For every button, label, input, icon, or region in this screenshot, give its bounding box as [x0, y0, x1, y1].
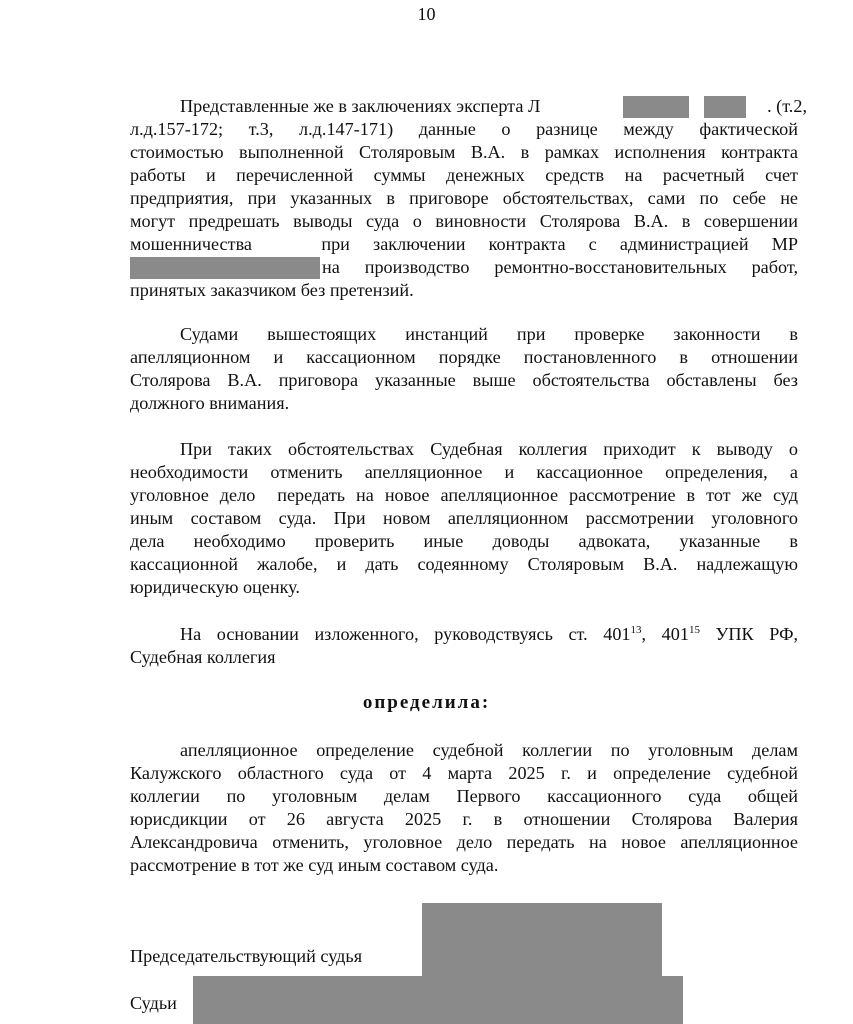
text-line: юрисдикции от 26 августа 2025 г. в отношении Столярова Валерия: [130, 809, 798, 829]
text-line: мошенничества при заключении контракта с администрацией МР: [130, 234, 798, 254]
text-line: рассмотрение в тот же суд иным составом суда.: [130, 855, 499, 875]
article-superscript: 13: [630, 624, 642, 636]
judges-label: Судьи: [130, 993, 177, 1013]
text-line: уголовное дело передать на новое апелляционное рассмотрение в тот же суд: [130, 485, 798, 505]
redaction-box: [623, 96, 689, 118]
text-line: Судами вышестоящих инстанций при проверке законности в: [180, 324, 798, 344]
text-line: апелляционном и кассационном порядке постановленного в отношении: [130, 347, 798, 367]
redaction-box: [422, 903, 662, 978]
text-line: л.д.157-172; т.3, л.д.147-171) данные о разнице между фактической: [130, 119, 798, 139]
text-line: Судебная коллегия: [130, 647, 276, 667]
text-line: принятых заказчиком без претензий.: [130, 280, 414, 300]
text-line: юридическую оценку.: [130, 577, 300, 597]
text-line: должного внимания.: [130, 393, 290, 413]
text-line: необходимости отменить апелляционное и кассационное определения, а: [130, 462, 798, 482]
text-line: Калужского областного суда от 4 марта 2025 г. и определение судебной: [130, 763, 798, 783]
text-line: При таких обстоятельствах Судебная коллегия приходит к выводу о: [180, 439, 798, 459]
text-line: могут предрешать выводы суда о виновности Столярова В.А. в совершении: [130, 211, 798, 231]
redaction-box: [193, 976, 683, 1024]
page-number: 10: [417, 4, 436, 24]
article-superscript: 15: [688, 624, 700, 636]
text-line: на производство ремонтно-восстановительных работ,: [322, 257, 798, 277]
text-line: . (т.2,: [767, 96, 807, 116]
text-line: работы и перечисленной суммы денежных средств на расчетный счет: [130, 165, 798, 185]
text-fragment: УПК РФ,: [699, 624, 798, 644]
text-line: Столярова В.А. приговора указанные выше обстоятельства обставлены без: [130, 370, 798, 390]
decision-heading: определила:: [362, 692, 491, 713]
text-line: предприятия, при указанных в приговоре обстоятельствах, сами по себе не: [130, 188, 798, 208]
text-fragment: , 401: [641, 624, 689, 644]
text-line: [180, 623, 798, 646]
redaction-box: [704, 96, 746, 118]
text-line: апелляционное определение судебной коллегии по уголовным делам: [180, 740, 798, 760]
text-line: дела необходимо проверить иные доводы адвоката, указанные в: [130, 531, 798, 551]
text-line: Представленные же в заключениях эксперта Л: [180, 96, 541, 116]
redaction-box: [130, 257, 320, 279]
text-line: стоимостью выполненной Столяровым В.А. в рамках исполнения контракта: [130, 142, 798, 162]
text-fragment: На основании изложенного, руководствуясь ст. 401: [180, 624, 631, 644]
text-line: Александровича отменить, уголовное дело передать на новое апелляционное: [130, 832, 798, 852]
text-line: коллегии по уголовным делам Первого кассационного суда общей: [130, 786, 798, 806]
text-line: кассационной жалобе, и дать содеянному Столяровым В.А. надлежащую: [130, 554, 798, 574]
presiding-judge-label: Председательствующий судья: [130, 946, 363, 966]
text-line: иным составом суда. При новом апелляционном рассмотрении уголовного: [130, 508, 798, 528]
